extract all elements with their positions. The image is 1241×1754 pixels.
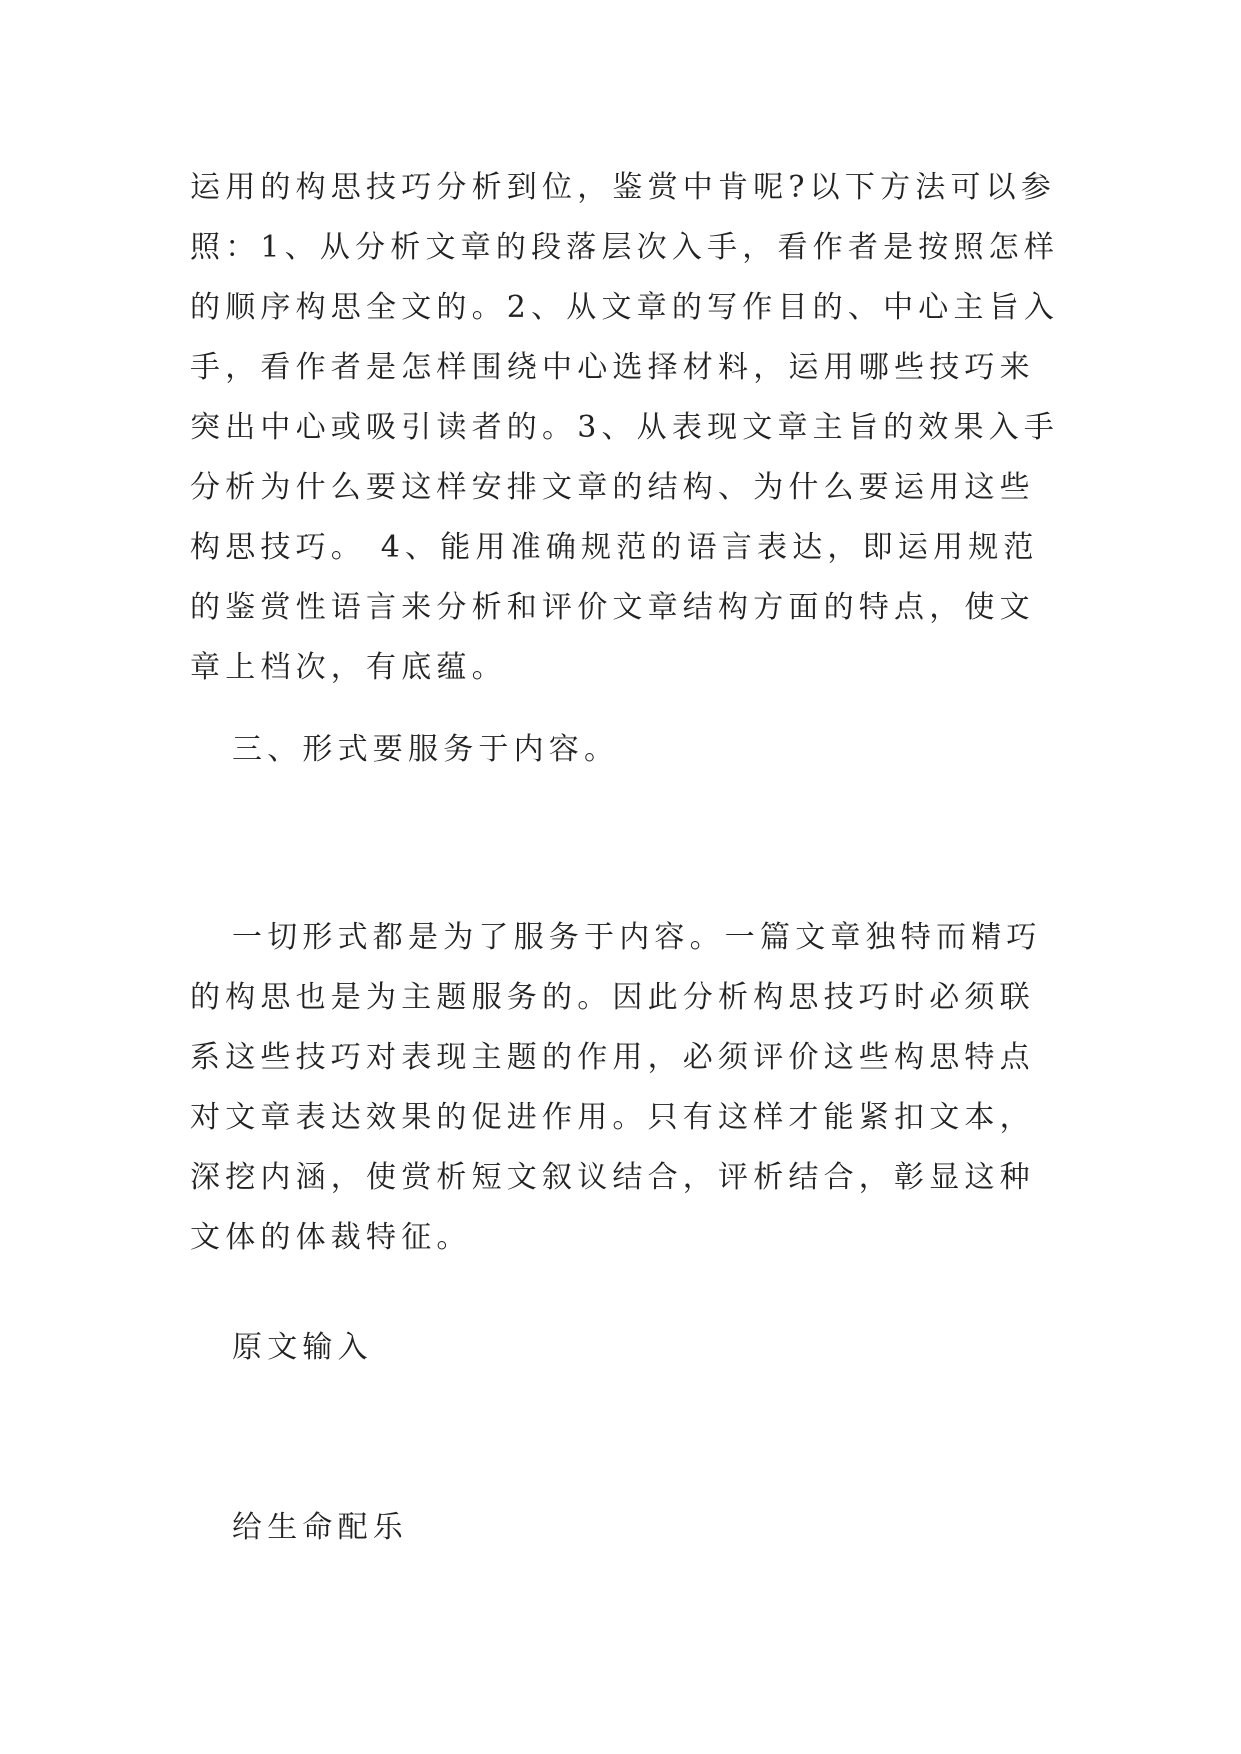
article-title: 给生命配乐 <box>232 1510 408 1545</box>
section-heading: 三、形式要服务于内容。 <box>232 732 620 767</box>
body-paragraph: 一切形式都是为了服务于内容。一篇文章独特而精巧的构思也是为主题服务的。因此分析构思技巧时必须联系这些技巧对表现主题的作用，必须评价这些构思特点对文章表达效果的促进作用。只有这样才能紧扣文本，深挖内涵，使赏析短文叙议结合，评析结合，彰显这种文体的体裁特征。 <box>190 920 1042 1255</box>
original-text-label: 原文输入 <box>232 1330 373 1365</box>
body-paragraph: 运用的构思技巧分析到位，鉴赏中肯呢?以下方法可以参照：1、从分析文章的段落层次入手，看作者是按照怎样的顺序构思全文的。2、从文章的写作目的、中心主旨入手，看作者是怎样围绕中心选择材料，运用哪些技巧来突出中心或吸引读者的。3、从表现文章主旨的效果入手分析为什么要这样安排文章的结构、为什么要运用这些构思技巧。 4、能用准确规范的语言表达，即运用规范的鉴赏性语言来分析和评价文章结构方面的特点，使文章上档次，有底蕴。 <box>190 170 1060 685</box>
